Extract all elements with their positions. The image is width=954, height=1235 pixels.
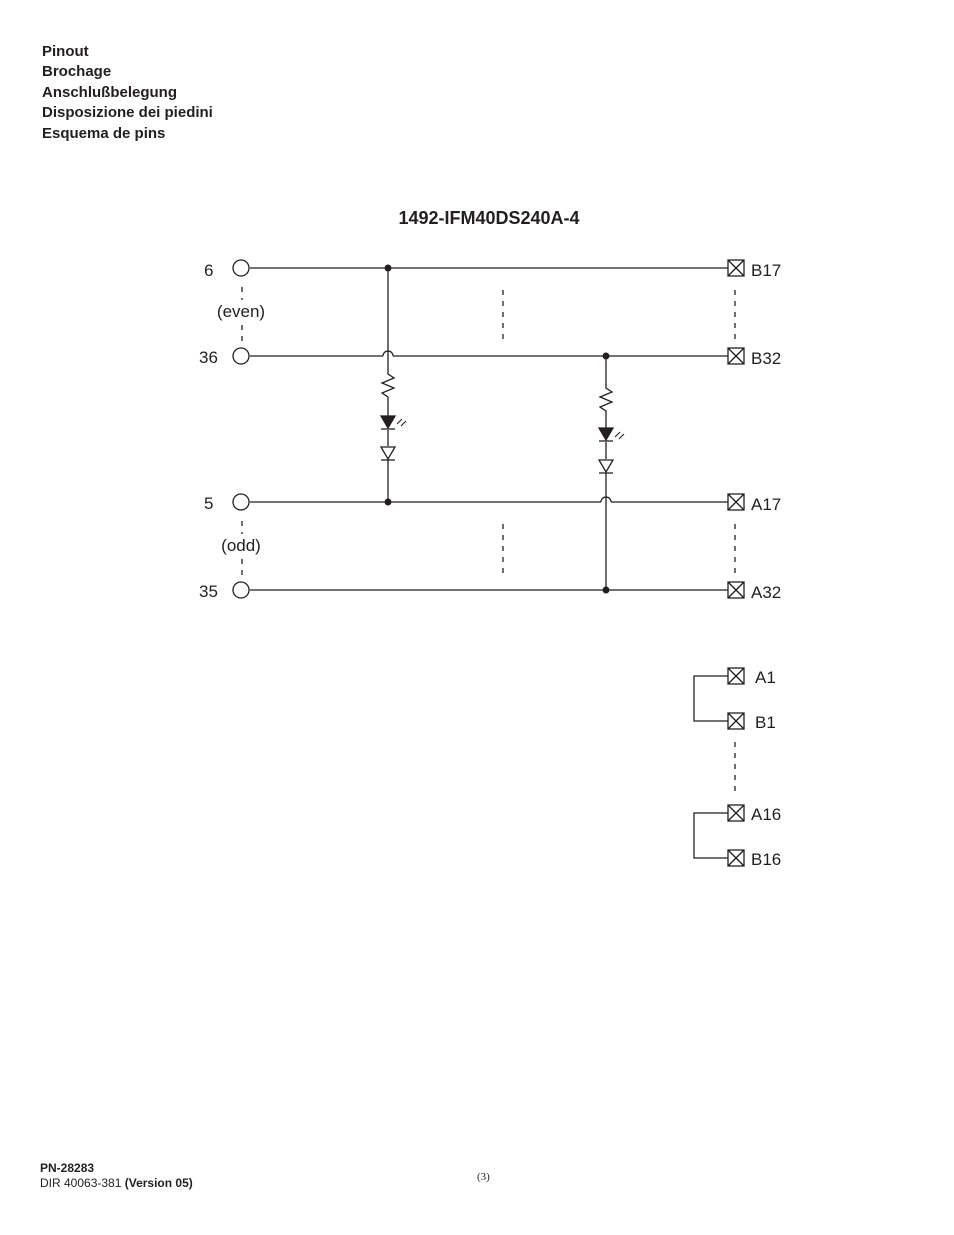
jumper-a16-b16 (694, 813, 728, 858)
terminal-circle-35 (233, 582, 249, 598)
junction-dot (603, 353, 609, 359)
pin-label-a32: A32 (751, 583, 782, 602)
resistor-1 (382, 370, 394, 416)
document-version: (Version 05) (124, 1176, 193, 1190)
pin-label-5: 5 (204, 494, 214, 513)
even-note: (even) (216, 302, 266, 321)
heading-line-english: Pinout (42, 43, 89, 60)
diode-2-icon (599, 460, 613, 472)
terminal-box-a16 (728, 805, 744, 821)
heading-line-german: Anschlußbelegung (42, 83, 177, 101)
document-number: DIR 40063-381 (40, 1176, 125, 1190)
pin-label-b16: B16 (751, 850, 782, 869)
part-number: PN-28283 (40, 1161, 95, 1175)
resistor-2 (600, 384, 612, 428)
pin-label-6: 6 (204, 261, 214, 280)
pin-label-b17: B17 (751, 261, 782, 280)
heading-line-french: Brochage (42, 63, 112, 81)
terminal-box-b16 (728, 850, 744, 866)
jumper-a1-b1 (694, 676, 728, 721)
junction-dot (385, 265, 391, 271)
terminal-box-b1 (728, 713, 744, 729)
document-reference (40, 1176, 193, 1191)
page-number: (3) (477, 1171, 490, 1183)
terminal-circle-36 (233, 348, 249, 364)
terminal-box-a32 (728, 582, 744, 598)
diagram-title: 1492-IFM40DS240A-4 (398, 208, 580, 228)
junction-dot (385, 499, 391, 505)
pin-label-a1: A1 (755, 668, 776, 687)
terminal-box-a17 (728, 494, 744, 510)
terminal-circle-6 (233, 260, 249, 276)
odd-note: (odd) (221, 536, 261, 555)
pin-label-a16: A16 (751, 805, 782, 824)
diode-1-icon (381, 447, 395, 459)
terminal-circle-5 (233, 494, 249, 510)
led-2-icon (599, 428, 613, 440)
terminal-box-b32 (728, 348, 744, 364)
pin-label-35: 35 (199, 582, 218, 601)
terminal-box-b17 (728, 260, 744, 276)
pin-label-b32: B32 (751, 349, 782, 368)
led-1-icon (381, 416, 395, 428)
pin-label-36: 36 (199, 348, 218, 367)
pin-label-b1: B1 (755, 713, 776, 732)
junction-dot (603, 587, 609, 593)
footer-document-info (40, 1161, 193, 1191)
pin-label-a17: A17 (751, 495, 782, 514)
heading-line-italian: Disposizione dei piedini (42, 104, 213, 122)
heading-line-spanish: Esquema de pins (42, 124, 166, 142)
terminal-box-a1 (728, 668, 744, 684)
